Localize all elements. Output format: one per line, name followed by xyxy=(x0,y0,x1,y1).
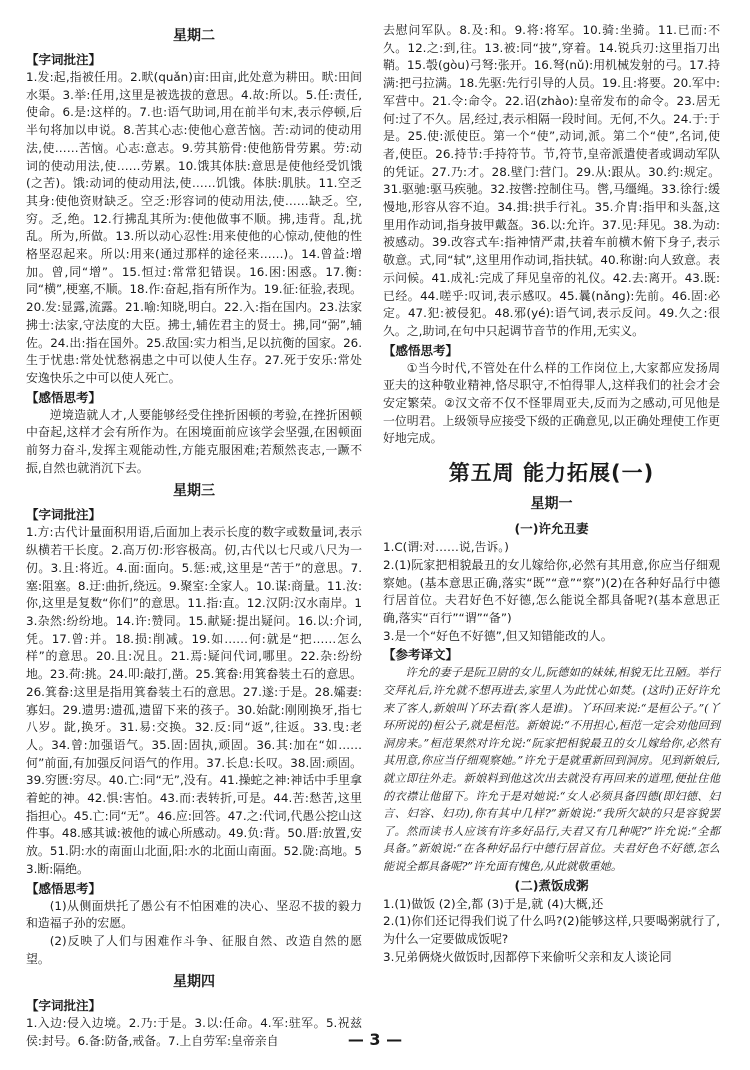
answer-item: 1.C(谓:对……说,告诉。) xyxy=(383,540,509,555)
vocab-notes: 1.发:起,指被任用。2.畎(quǎn)亩:田亩,此处意为耕田。畎:田间水渠。3.举:任用,这里是被选拔的意思。4.故:所以。5.任:责任,使命。6.是:这样的。7.也:语气助词,用在前半句末,表示停顿,后半句将加以申说。8.苦其心志:使他心意苦恼。苦:动词的使动用法,使……苦恼。心志:意志。9.劳其筋骨:使他筋骨劳累。劳:动词的使动用法,使……劳累。10.饿其体肤:意思是使他经受饥饿(之苦)。饿:动词的使动用法,使……饥饿。体肤:肌肤。11.空乏其身:使他资财缺乏。空乏:形容词的使动用法,使……缺乏。空,穷。乏,绝。12.行拂乱其所为:使他做事不顺。拂,违背。乱,扰乱。所为,所做。13.所以动心忍性:用来使他的心惊动,使他的性格坚忍起来。所以:用来(通过那样的途径来……)。14.曾益:增加。曾,同“增”。15.恒过:常常犯错误。16.困:困惑。17.衡:同“横”,梗塞,不顺。18.作:奋起,指有所作为。19.征:征验,表现。20.发:显露,流露。21.喻:知晓,明白。22.入:指在国内。23.法家拂士:法家,守法度的大臣。拂士,辅佐君主的贤士。拂,同“弼”,辅佐。24.出:指在国外。25.敌国:实力相当,足以抗衡的国家。26.生于忧患:常处忧愁祸患之中可以使人生存。27.死于安乐:常处安逸快乐之中可以使人死亡。 xyxy=(26,70,362,385)
section-heading: 【感悟思考】 xyxy=(383,342,459,358)
day-heading: 星期二 xyxy=(173,28,215,44)
section-heading: 【字词批注】 xyxy=(26,998,102,1014)
translation-text: 许允的妻子是阮卫尉的女儿,阮德如的妹妹,相貌无比丑陋。举行交拜礼后,许允就不想再进去,家里人为此忧心如焚。(这时)正好许允来了客人,新娘叫丫环去看(客人是谁)。丫环回来说:“是桓公子。”(丫环所说的)桓公子,就是桓范。新娘说:“不用担心,桓范一定会劝他回到洞房来。”桓范果然对许允说:“阮家把相貌最丑的女儿嫁给你,必然有其用意,你应当仔细观察她。”许允于是就重新回到洞房。见到新娘后,就立即往外走。新娘料到他这次出去就没有再回来的道理,便扯住他的衣襟让他留下。许允于是对她说:“女人必须具备四德(即妇德、妇言、妇容、妇功),你有其中几样?”新娘说:“我所欠缺的只是容貌罢了。然而读书人应该有许多好品行,夫君又有几种呢?”许允说:“全都具备。”新娘说:“在各种好品行中德行居首位。夫君好色不好德,怎么能说全都具备呢?”许允面有愧色,从此就敬重她。 xyxy=(383,666,720,873)
answer-item: 1.(1)做饭 (2)全,都 (3)于是,就 (4)大概,还 xyxy=(383,896,604,911)
answer-item: 2.(1)阮家把相貌最丑的女儿嫁给你,必然有其用意,你应当仔细观察她。(基本意思正确,落实“既”“意”“察”)(2)在各种好品行中德行居首位。夫君好色不好德,怎么能说全都具备呢?(基本意思正确,落实“百行”“谓”“备”) xyxy=(383,557,720,625)
left-column xyxy=(26,22,362,1051)
section-heading: 【参考译文】 xyxy=(383,647,459,663)
reflection-text: (1)从侧面烘托了愚公有不怕困难的决心、坚忍不拔的毅力和造福子孙的宏愿。 xyxy=(26,898,362,931)
section-heading: 【感悟思考】 xyxy=(26,880,102,896)
reflection-text: ①当今时代,不管处在什么样的工作岗位上,大家都应发扬周亚夫的这种敬业精神,恪尽职守,不怕得罪人,这样我们的社会才会安定繁荣。②汉文帝不仅不怪罪周亚夫,反而为之感动,可见他是一位明君。上级领导应接受下级的正确意见,以正确处理使工作更好地完成。 xyxy=(383,360,720,446)
vocab-notes: 1.入边:侵入边境。2.乃:于是。3.以:任命。4.军:驻军。5.祝兹侯:封号。6.备:防备,戒备。7.上自劳军:皇帝亲自 xyxy=(26,1016,362,1049)
reflection-text: (2)反映了人们与困难作斗争、征服自然、改造自然的愿望。 xyxy=(26,933,362,966)
week-title: 第五周 能力拓展(一) xyxy=(448,461,655,486)
answer-item: 2.(1)你们还记得我们说了什么吗?(2)能够这样,只要喝粥就行了,为什么一定要做成饭呢? xyxy=(383,914,720,946)
passage-title: (二)煮饭成粥 xyxy=(514,877,589,893)
day-heading: 星期一 xyxy=(530,496,573,513)
day-heading: 星期三 xyxy=(173,483,215,500)
page-number: — 3 — xyxy=(347,1030,403,1049)
section-heading: 【字词批注】 xyxy=(26,507,102,523)
vocab-notes: 去慰问军队。8.及:和。9.将:将军。10.骑:坐骑。11.已而:不久。12.之:到,往。13.被:同“披”,穿着。14.锐兵刃:这里指刀出鞘。15.彀(gòu)弓弩:张开。16.弩(nǔ):用机械发射的弓。17.持满:把弓拉满。18.先驱:先行引导的人员。19.且:将要。20.军中:军营中。21.令:命令。22.诏(zhào):皇帝发布的命令。23.居无何:过了不久。居,经过,表示相隔一段时间。无何,不久。24.于:于是。25.使:派使臣。第一个“使”,动词,派。第二个“使”,名词,使者,使臣。26.持节:手持符节。节,符节,皇帝派遣使者或调动军队的凭证。27.乃:才。28.壁门:营门。29.从:跟从。30.约:规定。31.驱驰:驱马疾驰。32.按辔:控制住马。辔,马缰绳。33.徐行:缓慢地,形容从容不迫。34.揖:拱手行礼。35.介胄:指甲和头盔,这里用作动词,指身披甲戴盔。36.以:允许。37.见:拜见。38.为动:被感动。39.改容式车:指神情严肃,扶着车前横木俯下身子,表示敬意。式,同“轼”,这里用作动词,指扶轼。40.称谢:向人致意。表示问候。41.成礼:完成了拜见皇帝的礼仪。42.去:离开。43.既:已经。44.嗟乎:叹词,表示感叹。45.曩(nǎng):先前。46.固:必定。47.犯:被侵犯。48.邪(yé):语气词,表示反问。49.久之:很久。之,助词,在句中只起调节音节的作用,无实义。 xyxy=(383,23,720,338)
day-heading: 星期四 xyxy=(173,974,215,991)
passage-title: (一)许允丑妻 xyxy=(514,521,589,537)
answer-item: 3.兄弟俩烧火做饭时,因都停下来偷听父亲和友人谈论同 xyxy=(383,949,672,964)
section-heading: 【字词批注】 xyxy=(26,52,102,67)
section-heading: 【感悟思考】 xyxy=(26,389,102,405)
answer-item: 3.是一个“好色不好德”,但又知错能改的人。 xyxy=(383,628,613,643)
vocab-notes: 1.方:古代计量面积用语,后面加上表示长度的数字或数量词,表示纵横若干长度。2.高万仞:形容极高。仞,古代以七尺或八尺为一仞。3.且:将近。4.面:面向。5.惩:戒,这里是“苦于”的意思。7.塞:阻塞。8.迂:曲折,绕远。9.聚室:全家人。10.谋:商量。11.汝:你,这里是复数“你们”的意思。11.指:直。12.汉阴:汉水南岸。13.杂然:纷纷地。14.许:赞同。15.献疑:提出疑问。16.以:介词,凭。17.曾:并。18.损:削减。19.如……何:就是“把……怎么样”的意思。20.且:况且。21.焉:疑问代词,哪里。22.杂:纷纷地。23.荷:挑。24.叩:敲打,凿。25.箕畚:用箕畚装土石的意思。26.箕畚:这里是指用箕畚装土石的意思。27.遂:于是。28.孀妻:寡妇。29.遗男:遗孤,遗留下来的孩子。30.始龀:刚刚换牙,指七八岁。龀,换牙。31.易:交换。32.反:同“返”,往返。33.曳:老人。34.曾:加强语气。35.固:固执,顽固。36.其:加在“如……何”前面,有加强反问语气的作用。37.长息:长叹。38.固:顽固。39.穷匮:穷尽。40.亡:同“无”,没有。41.操蛇之神:神话中手里拿着蛇的神。42.惧:害怕。43.而:表转折,可是。44.苦:愁苦,这里指担心。45.亡:同“无”。46.应:回答。47.之:代词,代愚公挖山这件事。48.感其诚:被他的诚心所感动。49.负:背。50.厝:放置,安放。51.阴:水的南面山北面,阳:水的北面山南面。52.陇:高地。53.断:隔绝。 xyxy=(26,525,362,876)
right-column xyxy=(383,22,720,1051)
reflection-text: 逆境造就人才,人要能够经受住挫折困顿的考验,在挫折困顿中奋起,这样才会有所作为。在困境面前应该学会坚强,在困顿面前努力奋斗,发挥主观能动性,方能克服困难;若颓然丧志,一蹶不振,自然也就消沉下去。 xyxy=(26,407,362,475)
